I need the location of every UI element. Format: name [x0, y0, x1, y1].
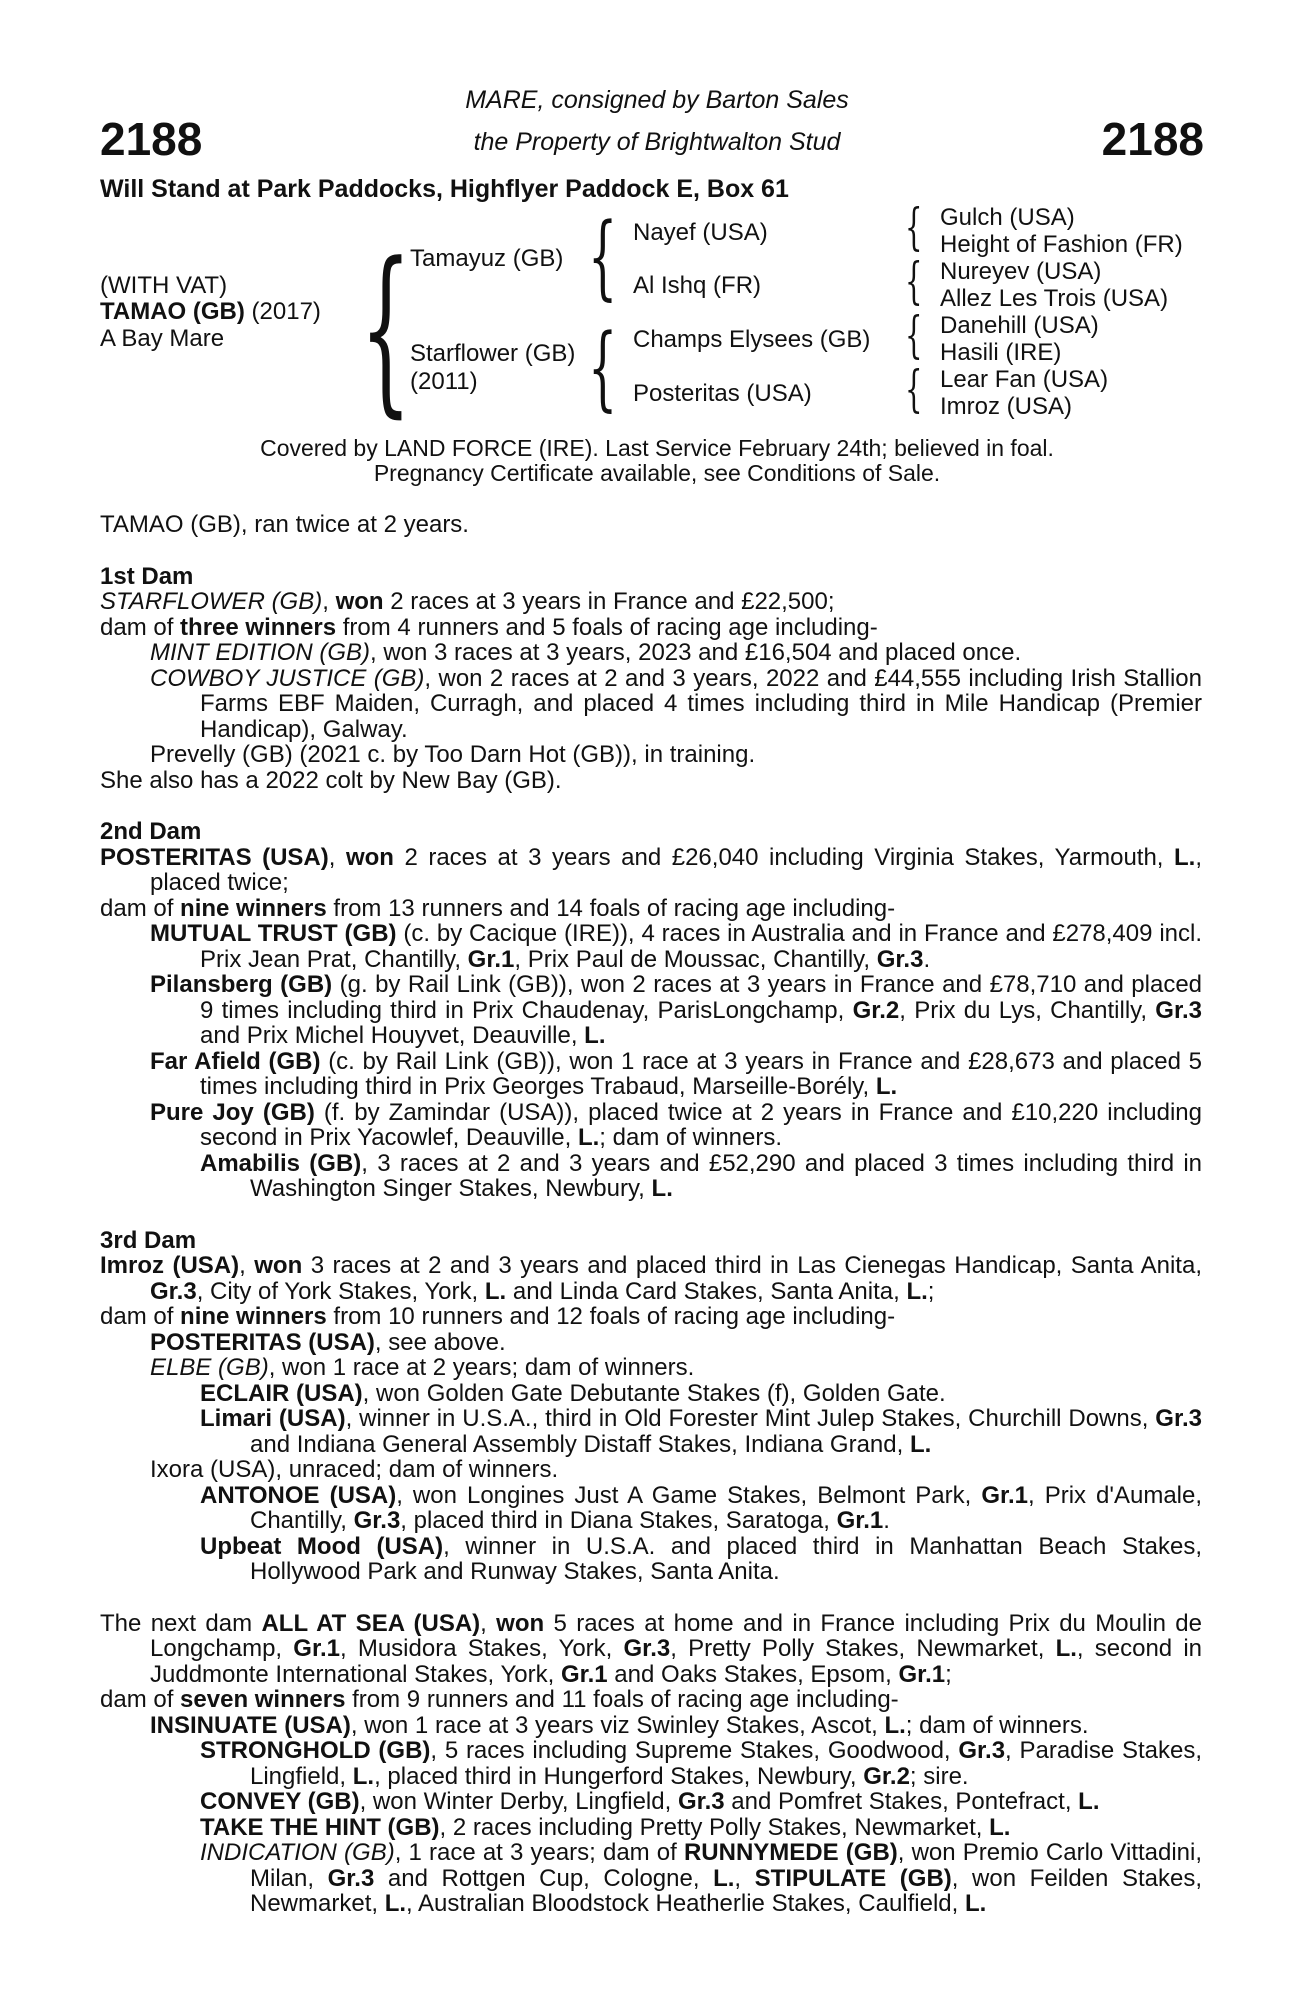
covered-by-line: Covered by LAND FORCE (IRE). Last Service February 24th; believed in foal.	[260, 435, 1054, 461]
second-dam-record: POSTERITAS (USA), won 2 races at 3 years and £26,040 including Virginia Stakes, Yarmouth, L., placed twice;	[100, 843, 1202, 896]
g3-8: Imroz (USA)	[940, 393, 1072, 420]
consignment-line: MARE, consigned by Barton Sales	[465, 86, 849, 114]
horse-year: (2017)	[251, 298, 321, 325]
first-dam-produce-2: COWBOY JUSTICE (GB), won 2 races at 2 and 3 years, 2022 and £44,555 including Irish Stallion Farms EBF Maiden, Curragh, and placed 4 times including third in Mile Handicap (Premier Handicap), Galway.	[150, 664, 1203, 743]
brace-gen2-top: {	[588, 203, 618, 310]
second-dam-produce-3: Far Afield (GB) (c. by Rail Link (GB)), won 1 race at 3 years in France and £28,673 and placed 5 times including third in Prix Georges Trabaud, Marseille-Borély, L.	[150, 1047, 1203, 1100]
g3-5: Danehill (USA)	[940, 312, 1099, 339]
lot-number-right: 2188	[1101, 113, 1204, 165]
third-dam-grandproduce-3: ANTONOE (USA), won Longines Just A Game Stakes, Belmont Park, Gr.1, Prix d'Aumale, Chantilly, Gr.3, placed third in Diana Stakes, Saratoga, Gr.1.	[200, 1481, 1203, 1534]
third-dam-produce-3: Ixora (USA), unraced; dam of winners.	[150, 1456, 559, 1483]
brace-gen3-3: {	[905, 306, 923, 364]
brace-gen2-bottom: {	[588, 314, 618, 421]
dam-year: (2011)	[410, 368, 478, 395]
second-dam-heading: 2nd Dam	[100, 818, 202, 845]
brace-gen1: {	[360, 225, 412, 434]
pregnancy-line: Pregnancy Certificate available, see Conditions of Sale.	[373, 460, 941, 486]
next-dam-produce-summary: dam of seven winners from 9 runners and 11 foals of racing age including-	[100, 1686, 899, 1713]
second-dam-produce-4: Pure Joy (GB) (f. by Zamindar (USA)), placed twice at 2 years in France and £10,220 including second in Prix Yacowlef, Deauville, L.; dam of winners.	[150, 1098, 1202, 1151]
first-dam-also: She also has a 2022 colt by New Bay (GB).	[100, 766, 562, 794]
g3-7: Lear Fan (USA)	[940, 366, 1109, 393]
dam-sire: Champs Elysees (GB)	[633, 326, 871, 353]
third-dam-grandproduce-2: Limari (USA), winner in U.S.A., third in Old Forester Mint Julep Stakes, Churchill Downs, Gr.3 and Indiana General Assembly Distaff Stakes, Indiana Grand, L.	[200, 1405, 1202, 1458]
dam-dam: Posteritas (USA)	[633, 380, 812, 407]
third-dam-produce-1: POSTERITAS (USA), see above.	[150, 1328, 506, 1356]
sire: Tamayuz (GB)	[410, 245, 564, 272]
first-dam-produce-1: MINT EDITION (GB), won 3 races at 3 years, 2023 and £16,504 and placed once.	[150, 639, 1022, 666]
horse-description: A Bay Mare	[100, 325, 225, 352]
first-dam-heading: 1st Dam	[100, 562, 194, 590]
first-dam-produce-3: Prevelly (GB) (2021 c. by Too Darn Hot (GB)), in training.	[150, 741, 756, 768]
stand-location: Will Stand at Park Paddocks, Highflyer Paddock E, Box 61	[100, 175, 789, 203]
vat-note: (WITH VAT)	[100, 272, 228, 299]
dam: Starflower (GB)	[410, 340, 576, 367]
sire-sire: Nayef (USA)	[633, 219, 768, 246]
horse-title	[100, 298, 321, 326]
third-dam-produce-summary: dam of nine winners from 10 runners and 12 foals of racing age including-	[100, 1303, 896, 1330]
g3-6: Hasili (IRE)	[940, 339, 1062, 366]
sire-dam: Al Ishq (FR)	[633, 272, 762, 299]
g3-3: Nureyev (USA)	[940, 258, 1102, 285]
pedigree-notes	[100, 512, 1202, 1917]
lot-number-left: 2188	[100, 113, 203, 165]
intro-line: TAMAO (GB), ran twice at 2 years.	[100, 511, 469, 538]
third-dam-produce-2: ELBE (GB), won 1 race at 2 years; dam of winners.	[150, 1354, 695, 1381]
first-dam-produce-summary: dam of three winners from 4 runners and 5 foals of racing age including-	[100, 613, 878, 641]
first-dam-record: STARFLOWER (GB), won 2 races at 3 years in France and £22,500;	[100, 588, 835, 615]
second-dam-produce-2: Pilansberg (GB) (g. by Rail Link (GB)), won 2 races at 3 years in France and £78,710 and placed 9 times including third in Prix Chaudenay, ParisLongchamp, Gr.2, Prix du Lys, Chantilly, Gr.3 and Prix Michel Houyvet, Deauville, L.	[150, 971, 1203, 1049]
third-dam-heading: 3rd Dam	[100, 1226, 197, 1254]
next-dam-grandproduce-2: CONVEY (GB), won Winter Derby, Lingfield, Gr.3 and Pomfret Stakes, Pontefract, L.	[200, 1788, 1100, 1815]
next-dam-grandproduce-1: STRONGHOLD (GB), 5 races including Supreme Stakes, Goodwood, Gr.3, Paradise Stakes, Lingfield, L., placed third in Hungerford Stakes, Newbury, Gr.2; sire.	[200, 1737, 1202, 1790]
third-dam-grandproduce-4: Upbeat Mood (USA), winner in U.S.A. and placed third in Manhattan Beach Stakes, Hollywood Park and Runway Stakes, Santa Anita.	[200, 1532, 1202, 1585]
second-dam-produce-summary: dam of nine winners from 13 runners and 14 foals of racing age including-	[100, 894, 896, 922]
next-dam-produce-1: INSINUATE (USA), won 1 race at 3 years viz Swinley Stakes, Ascot, L.; dam of winners.	[150, 1711, 1089, 1739]
brace-gen3-1: {	[905, 198, 923, 256]
g3-2: Height of Fashion (FR)	[940, 231, 1183, 258]
next-dam-grandproduce-4: INDICATION (GB), 1 race at 3 years; dam of RUNNYMEDE (GB), won Premio Carlo Vittadini, Milan, Gr.3 and Rottgen Cup, Cologne, L., STIPULATE (GB), won Feilden Stakes, Newmarket, L., Australian Bloodstock Heatherlie Stakes, Caulfield, L.	[200, 1839, 1203, 1917]
horse-name: TAMAO (GB)	[100, 298, 245, 325]
third-dam-record: Imroz (USA), won 3 races at 2 and 3 years and placed third in Las Cienegas Handicap, Santa Anita, Gr.3, City of York Stakes, York, L. and Linda Card Stakes, Santa Anita, L.;	[100, 1252, 1202, 1305]
third-dam-grandproduce-1: ECLAIR (USA), won Golden Gate Debutante Stakes (f), Golden Gate.	[200, 1379, 946, 1407]
second-dam-grandproduce-1: Amabilis (GB), 3 races at 2 and 3 years and £52,290 and placed 3 times including third in Washington Singer Stakes, Newbury, L.	[200, 1149, 1202, 1202]
brace-gen3-4: {	[905, 360, 923, 418]
property-line: the Property of Brightwalton Stud	[473, 128, 841, 156]
next-dam-grandproduce-3: TAKE THE HINT (GB), 2 races including Pretty Polly Stakes, Newmarket, L.	[200, 1813, 1011, 1841]
g3-4: Allez Les Trois (USA)	[940, 285, 1169, 312]
g3-1: Gulch (USA)	[940, 204, 1075, 231]
second-dam-produce-1: MUTUAL TRUST (GB) (c. by Cacique (IRE)), 4 races in Australia and in France and £278,409 incl. Prix Jean Prat, Chantilly, Gr.1, Prix Paul de Moussac, Chantilly, Gr.3.	[150, 920, 1202, 973]
brace-gen3-2: {	[905, 252, 923, 310]
next-dam-record: The next dam ALL AT SEA (USA), won 5 races at home and in France including Prix du Moulin de Longchamp, Gr.1, Musidora Stakes, York, Gr.3, Pretty Polly Stakes, Newmarket, L., second in Juddmonte International Stakes, York, Gr.1 and Oaks Stakes, Epsom, Gr.1;	[100, 1609, 1203, 1688]
